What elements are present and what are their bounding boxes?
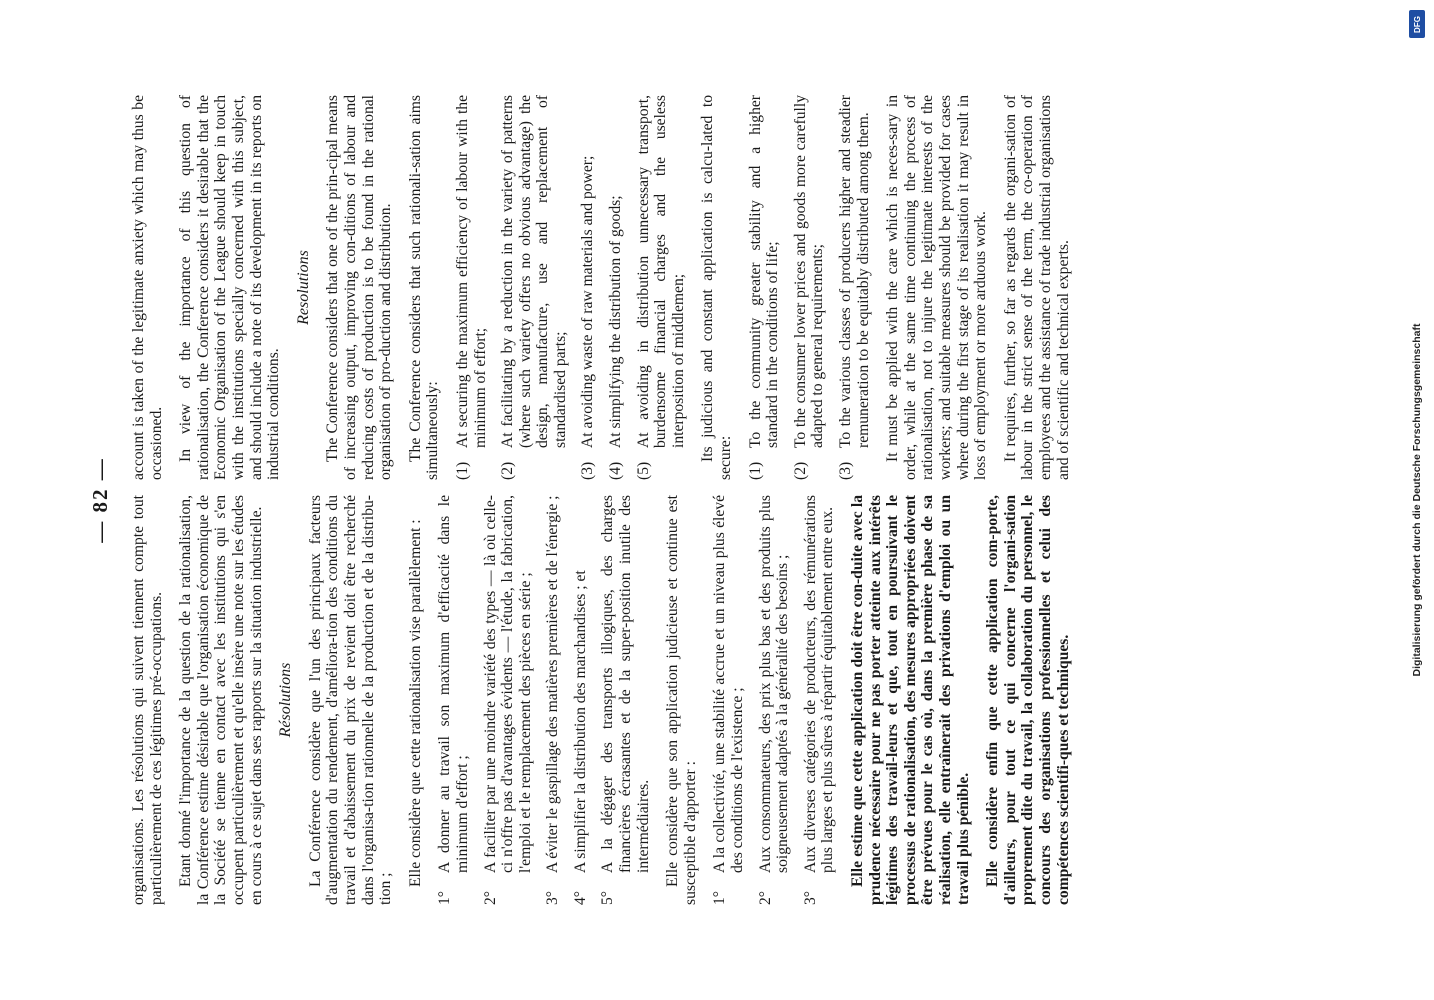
english-paragraph-6: It must be applied with the care which is neces-sary in order, while at the same time continuing the process of rationalisation, not to injure the legitimate interests of the workers; and suitable measures should be provided for cases where during the first stage of its realisation it may result in loss of employment or more arduous work. <box>884 95 990 480</box>
english-paragraph-1: account is taken of the legitimate anxiety which may thus be occasioned. <box>130 95 165 480</box>
french-list-benefits <box>711 495 837 905</box>
digitization-credit: Digitalisierung gefördert durch die Deutsche Forschungsgemeinschaft <box>1411 323 1423 677</box>
list-text: At simplifying the distribution of goods; <box>607 195 625 448</box>
french-paragraph-7: Elle considère enfin que cette application com-porte, d'ailleurs, pour tout ce qui concerne l'organi-sation proprement dite du travail, la collaboration du personnel, le concours des organisations professionnelles et celui des compétences scientifi-ques et techniques. <box>984 495 1072 905</box>
list-item <box>599 495 652 905</box>
list-number: 1° <box>436 890 454 905</box>
list-item <box>757 495 792 905</box>
list-text: A éviter le gaspillage des matières premières et de l'énergie ; <box>544 495 562 873</box>
list-text: To the community greater stability and a higher standard in the conditions of life; <box>746 95 782 448</box>
list-number: (3) <box>837 461 854 480</box>
list-item <box>572 495 590 905</box>
list-number: 3° <box>801 890 819 905</box>
list-text: At securing the maximum efficiency of labour with the minimum of effort; <box>453 95 489 448</box>
list-item <box>436 495 471 905</box>
list-number: 3° <box>544 890 562 905</box>
list-item <box>802 495 837 905</box>
list-number: (1) <box>453 461 471 480</box>
page-number: — 82 — <box>88 457 112 543</box>
list-text: To the various classes of producers higher and steadier remuneration to be equitably distributed among them. <box>837 95 872 448</box>
french-column <box>130 495 1084 905</box>
list-item <box>544 495 562 905</box>
list-number: 4° <box>571 890 589 905</box>
french-paragraph-4: Elle considère que cette rationalisation vise parallèlement : <box>406 519 424 887</box>
french-paragraph-5: Elle considère que son application judicieuse et continue est susceptible d'apporter : <box>664 495 699 905</box>
list-text: A la collectivité, une stabilité accrue et un niveau plus élevé des conditions de l'existence ; <box>711 495 747 873</box>
french-paragraph-3: La Conférence considère que l'un des principaux facteurs d'augmentation du rendement, d'améliora-tion des conditions du travail et d'abaissement du prix de revient doit être recherché dans l'organisa-tion rationnelle de la production et de la distribu-tion ; <box>306 495 395 905</box>
list-number: 1° <box>711 890 729 905</box>
list-number: (4) <box>607 461 625 480</box>
digitization-credit-bar <box>1406 0 1428 1000</box>
french-paragraph-6: Elle estime que cette application doit être con-duite avec la prudence nécessaire pour ne pas porter atteinte aux intérêts légitimes des travail-leurs et que, tout en poursuivant le processus de rationalisation, des mesures appropriées doivent être prévues pour le cas où, dans la première phase de sa réalisation, elle entraînerait des privations d'emploi ou un travail plus pénible. <box>849 495 972 905</box>
list-text: To the consumer lower prices and goods more carefully adapted to general requirements; <box>791 95 827 448</box>
list-item <box>837 95 872 480</box>
list-item <box>607 95 625 480</box>
english-column <box>130 95 1084 480</box>
list-number: (3) <box>579 461 597 480</box>
dfg-logo <box>1409 10 1425 38</box>
list-text: At facilitating by a reduction in the variety of patterns (where such variety offers no obvious advantage) the design, manufacture, use and replacement of standardised parts; <box>499 95 569 448</box>
french-heading-resolutions: Résolutions <box>277 662 295 738</box>
english-list-benefits <box>747 95 873 480</box>
list-item <box>635 95 688 480</box>
list-item <box>792 95 827 480</box>
list-text: Aux consommateurs, des prix plus bas et des produits plus soigneusement adaptés à la généralité des besoins ; <box>756 495 792 873</box>
list-number: 2° <box>481 890 499 905</box>
french-paragraph-2: Etant donné l'importance de la question de la rationalisation, la Conférence estime désirable que l'organisation économique de la Société se tienne en contact avec les institutions qui s'en occupent particulièrement et qu'elle insère une note sur les études en cours à ce sujet dans ses rapports sur la situation industrielle. <box>177 495 265 905</box>
list-number: 2° <box>756 890 774 905</box>
list-item <box>454 95 489 480</box>
french-list-aims <box>436 495 652 905</box>
english-paragraph-5: Its judicious and constant application is calcu-lated to secure: <box>699 95 735 480</box>
list-text: Aux diverses catégories de producteurs, des rémunérations plus larges et plus sûres à répartir équitablement entre eux. <box>801 495 837 873</box>
list-text: At avoiding waste of raw materials and power; <box>579 155 597 448</box>
list-item <box>711 495 746 905</box>
english-paragraph-7: It requires, further, so far as regards the organi-sation of labour in the strict sense of the term, the co-operation of employees and the assistance of trade industrial organisations and of scientific and technical experts. <box>1001 95 1072 480</box>
english-list-aims <box>454 95 688 480</box>
list-number: 5° <box>599 890 617 905</box>
list-number: (2) <box>499 461 517 480</box>
dfg-logo-text: DFG <box>1412 15 1422 33</box>
english-paragraph-3: The Conference considers that one of the prin-cipal means of increasing output, improving con-ditions of labour and reducing costs of production is to be found in the rational organisation of pro-duction and distribution. <box>324 95 395 480</box>
list-number: (5) <box>634 461 652 480</box>
list-number: (1) <box>746 461 764 480</box>
list-text: A faciliter par une moindre variété des types — là où celle-ci n'offre pas d'avantages évidents — l'étude, la fabrication, l'emploi et le remplacement des pièces en série ; <box>481 495 534 873</box>
list-item <box>499 95 569 480</box>
list-item <box>747 95 782 480</box>
list-text: A donner au travail son maximum d'efficacité dans le minimum d'effort ; <box>436 495 471 873</box>
list-text: A la dégager des transports illogiques, des charges financières écrasantes et de la super-position inutile des intermédiaires. <box>599 495 652 873</box>
french-paragraph-1: organisations. Les résolutions qui suivent tiennent compte tout particulièrement de ces légitimes pré-occupations. <box>130 495 165 905</box>
list-text: At avoiding in distribution unnecessary transport, burdensome financial charges and the useless interposition of middlemen; <box>634 95 687 448</box>
english-heading-resolutions: Resolutions <box>294 250 312 325</box>
list-number: (2) <box>791 461 809 480</box>
list-text: A simplifier la distribution des marchandises ; et <box>571 570 589 873</box>
english-paragraph-4: The Conference considers that such rationali-sation aims simultaneously: <box>406 95 442 480</box>
english-paragraph-2: In view of the importance of this question of rationalisation, the Conference considers it desirable that the Economic Organisation of the League should keep in touch with the institutions specially concerned with this subject, and should include a note of its development in its reports on industrial conditions. <box>177 95 283 480</box>
list-item <box>579 95 597 480</box>
list-item <box>482 495 535 905</box>
